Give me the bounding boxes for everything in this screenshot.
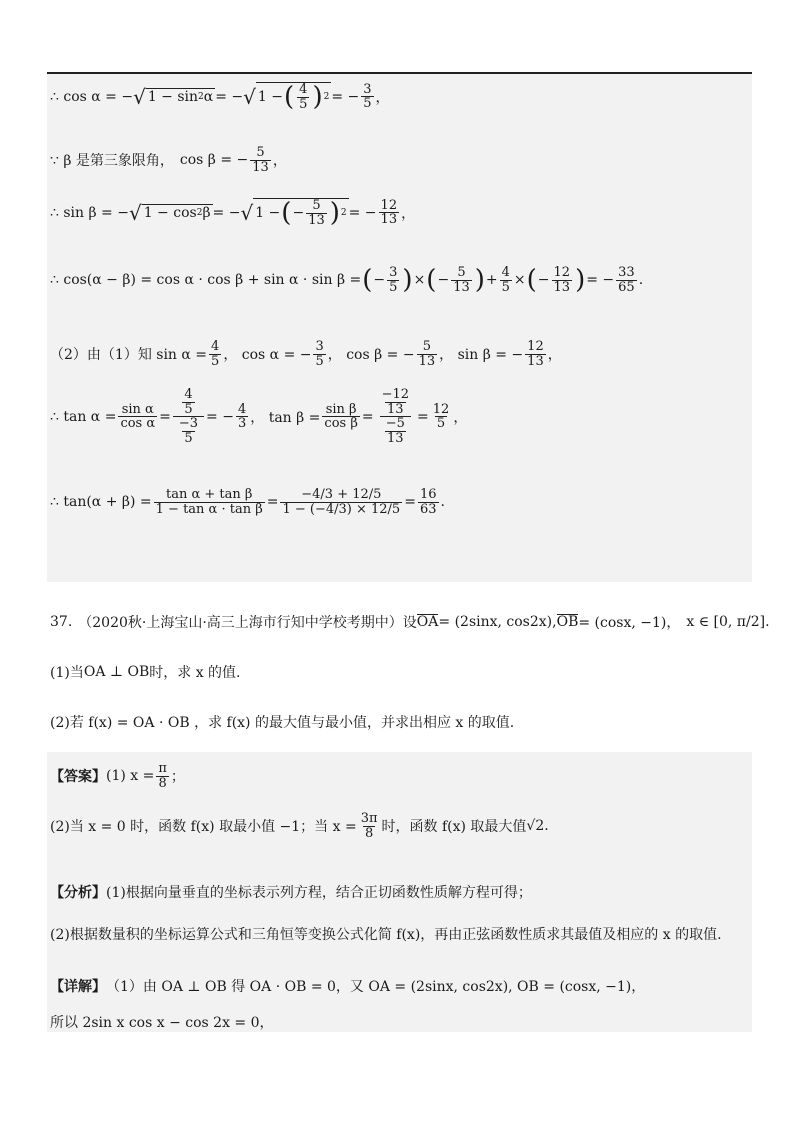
ca-label: ， cos α = − xyxy=(223,347,312,364)
den: 5 xyxy=(501,279,510,295)
frac-12-13 xyxy=(379,199,400,227)
den: 13 xyxy=(308,212,325,228)
lead: （2）由（1）知 sin α = xyxy=(50,347,208,364)
frac-tsum xyxy=(154,488,265,516)
beta-quadrant-line xyxy=(50,146,287,174)
beta: β xyxy=(202,205,211,222)
num: sin β xyxy=(325,401,357,417)
num: 3 xyxy=(315,339,324,354)
frac-3-5 xyxy=(361,83,373,111)
q2-a: (2)若 f(x) = OA · OB ，求 f(x) 的最大值与最小值，并求出相应 x 的取值. xyxy=(50,715,515,731)
frac-ta xyxy=(118,403,157,431)
den: 1 − (−4/3) × 12/5 xyxy=(282,501,401,517)
frac-tb-compound xyxy=(376,388,415,446)
den: 13 xyxy=(380,212,398,228)
sb-label: ， sin β = − xyxy=(439,347,524,364)
question-number: 37. xyxy=(50,614,73,630)
num: 5 xyxy=(312,198,321,213)
lead: ∴ tan α = xyxy=(50,408,117,425)
tail: ， xyxy=(547,347,562,364)
den: 65 xyxy=(618,279,635,295)
num: 16 xyxy=(419,487,437,502)
num: 12 xyxy=(432,401,450,417)
sq: 2 xyxy=(198,92,204,103)
tail: ， xyxy=(375,89,390,106)
tan-sum-line: ∴ tan(α + β) = $\frac{\text{tan α + tan β}}{\text{1 − tan α · tan β}}$ = $\frac{-4/3 + 12/5}{1 - (-4/3) \times 12/5}$ = $\frac{16}{63}$ . xyxy=(50,487,445,517)
den: 5 xyxy=(184,401,193,417)
ob-val: = (cosx, −1)， xyxy=(578,615,681,631)
a2-a: (2)当 x = 0 时，函数 f(x) 取最小值 −1；当 x = xyxy=(50,819,357,836)
frac-ca xyxy=(313,340,325,368)
den: 5 xyxy=(363,96,372,112)
den: 13 xyxy=(418,353,436,369)
cb-label: ， cos β = − xyxy=(327,347,415,364)
radicand: 1 − sin xyxy=(147,89,199,106)
answer-line2 xyxy=(50,812,549,840)
num: −5 xyxy=(385,416,405,432)
frac-3pi-8 xyxy=(359,812,380,840)
oa-val: = (2sinx, cos2x), xyxy=(438,614,557,630)
detail-label: 【详解】 xyxy=(50,979,106,995)
detail-d2: 所以 2sin x cos x − cos 2x = 0， xyxy=(50,1015,274,1031)
den: 13 xyxy=(252,159,269,175)
sqrt-3: √ 1 − cos 2 β xyxy=(128,200,211,225)
detail-line1 xyxy=(50,976,645,996)
a1-tail: ； xyxy=(170,769,185,786)
tail: ， xyxy=(401,205,416,222)
analysis-p1: (1)根据向量垂直的坐标表示列方程，结合正切函数性质解方程可得； xyxy=(106,885,532,901)
num: 12 xyxy=(553,265,571,280)
num: 4 xyxy=(501,265,510,280)
den: 5 xyxy=(436,416,446,432)
sqrt-2: √ 1 − ( $\frac{4}{5}$ ) 2 xyxy=(243,82,330,113)
sqrt-1: √ 1 − sin 2 α xyxy=(133,84,214,109)
vec-oa: OA xyxy=(416,614,439,630)
analysis-p2: (2)根据数量积的坐标运算公式和三角恒等变换公式化简 f(x)，再由正弦函数性质求其最值及相应的 x 的取值. xyxy=(50,927,722,943)
frac-a xyxy=(387,266,399,294)
den: cos α xyxy=(120,416,156,432)
den: 13 xyxy=(387,401,404,417)
num: 12 xyxy=(527,339,544,354)
sin-beta-line xyxy=(50,198,415,227)
num: −4/3 + 12/5 xyxy=(301,487,382,502)
q1-c: 时，求 x 的值. xyxy=(149,665,241,681)
a2-b: 时，函数 f(x) 取最大值 xyxy=(381,819,527,836)
num: 4 xyxy=(299,82,308,97)
num: π xyxy=(158,761,167,776)
cos-alpha-lead: ∴ cos α = − xyxy=(50,88,134,105)
analysis-label: 【分析】 xyxy=(50,885,106,901)
question-source: （2020秋·上海宝山·高三上海市行知中学校考期中）设 xyxy=(78,615,417,631)
den: 8 xyxy=(158,775,167,791)
tail: ， xyxy=(272,153,287,170)
cos-diff-line: ∴ cos(α − β) = cos α · cos β + sin α · sin β = ( − $\frac{3}{5}$ ) × ( − $\frac{5}{13}$ ) + $\frac{4}{5}$ × ( − $\frac{12}{13}$ ) = − $\frac{33}{65}$ . xyxy=(50,265,644,296)
frac-tb xyxy=(322,403,359,431)
frac-sb xyxy=(525,340,546,368)
num: 5 xyxy=(457,265,466,280)
expr: cos β = − xyxy=(179,152,249,169)
den: 5 xyxy=(315,353,324,369)
num: 4 xyxy=(184,387,193,402)
frac-tsum-compound xyxy=(280,488,402,516)
a1: (1) x = xyxy=(106,768,155,785)
one: 1 − xyxy=(255,205,281,222)
lead: ∴ cos(α − β) = cos α · cos β + sin α · sin β = xyxy=(50,272,362,289)
detail-line2 xyxy=(50,1012,274,1032)
question-header xyxy=(50,612,770,632)
num: 3π xyxy=(360,811,378,826)
frac-pi-8 xyxy=(156,762,169,790)
q1-b: OA ⊥ OB xyxy=(83,664,150,680)
num: 12 xyxy=(380,197,398,213)
vec-ob: OB xyxy=(556,614,579,630)
num: sin α xyxy=(121,401,154,417)
frac-cb xyxy=(417,340,438,368)
frac-5-13b xyxy=(306,199,327,227)
sqrt-4: √ 1 − ( − $\frac{5}{13}$ ) 2 xyxy=(240,198,347,229)
frac-5-13 xyxy=(250,146,271,174)
answer-label: 【答案】 xyxy=(50,769,106,786)
analysis-line1 xyxy=(50,882,532,902)
eq1: = − xyxy=(212,204,241,221)
den: 13 xyxy=(453,279,470,295)
eq2: = − xyxy=(331,88,360,105)
frac-ta-r xyxy=(236,403,248,431)
den: 5 xyxy=(389,279,398,295)
minus: − xyxy=(292,205,305,222)
den: 3 xyxy=(237,416,247,432)
den: 13 xyxy=(553,279,571,295)
frac-r xyxy=(616,266,637,294)
num: 5 xyxy=(256,145,265,160)
sq: 2 xyxy=(196,208,203,219)
num: 5 xyxy=(422,339,431,354)
den: cos β xyxy=(324,416,358,432)
den: 13 xyxy=(387,430,404,446)
frac-sa xyxy=(209,340,221,368)
detail-d1: （1）由 OA ⊥ OB 得 OA · OB = 0，又 OA = (2sinx, cos2x), OB = (cosx, −1)， xyxy=(106,979,646,995)
lead: ∵ β 是第三象限角， xyxy=(50,153,174,170)
den: 13 xyxy=(527,353,544,369)
num: −3 xyxy=(178,416,199,432)
num: 3 xyxy=(363,81,372,97)
den: 1 − tan α · tan β xyxy=(155,501,263,517)
given-line xyxy=(50,340,562,368)
cos-alpha-line xyxy=(50,82,390,111)
question-part2 xyxy=(50,712,514,732)
den: 63 xyxy=(419,501,437,517)
eq1: = − xyxy=(215,88,244,105)
num: −12 xyxy=(381,387,410,402)
frac-c xyxy=(500,266,512,294)
num: tan α + tan β xyxy=(165,487,253,502)
den: 5 xyxy=(184,430,193,446)
alpha: α xyxy=(203,89,214,106)
den: 5 xyxy=(211,353,220,369)
frac-tsum-r xyxy=(418,488,439,516)
num: 3 xyxy=(389,265,398,280)
tail: . xyxy=(638,272,644,289)
num: 33 xyxy=(618,265,635,280)
den: 5 xyxy=(299,96,308,112)
num: 4 xyxy=(211,339,220,354)
radicand: 1 − cos xyxy=(143,205,197,222)
q1-a: (1)当 xyxy=(50,665,84,681)
tans-line: ∴ tan α = $\frac{\text{sin α}}{\text{cos α}}$ = $\frac{\frac{4}{5}}{\frac{-3}{5}}$ = − $\frac{4}{3}$ ， tan β = $\frac{\text{sin β}}{\text{cos β}}$ = $\frac{\frac{-12}{13}}{\frac{-5}{13}}$ = $\frac{12}{5}$ ， xyxy=(50,387,468,446)
one: 1 − xyxy=(257,89,284,106)
question-part1 xyxy=(50,662,241,682)
lead: ∴ tan(α + β) = xyxy=(50,494,152,511)
domain: x ∈ [0, π/2]. xyxy=(686,614,770,630)
frac-ta-compound xyxy=(173,388,204,446)
lead: ∴ sin β = − xyxy=(50,204,129,221)
tail: ， xyxy=(453,409,468,426)
frac-d xyxy=(552,266,573,294)
a2-c: √2 xyxy=(526,818,545,835)
tb-label: ， tan β = xyxy=(250,409,321,426)
num: 4 xyxy=(237,401,247,417)
frac-tb-r xyxy=(431,403,452,431)
eq2: = − xyxy=(348,204,377,221)
frac-4-5 xyxy=(297,83,309,111)
analysis-line2 xyxy=(50,924,722,944)
frac-b xyxy=(451,266,472,294)
den: 8 xyxy=(364,825,374,841)
answer-line1 xyxy=(50,762,185,790)
a2-tail: . xyxy=(544,818,549,835)
tail: . xyxy=(440,494,445,511)
